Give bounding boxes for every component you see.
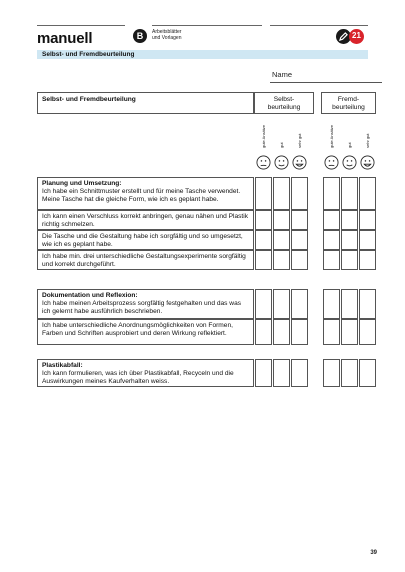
self-rating-cell[interactable] [273,177,290,210]
criteria-text-block [42,322,251,338]
self-rating-cell[interactable] [291,289,308,319]
criteria-text: Ich kann einen Verschluss korrekt anbringen, genau nähen und Plastik richtig schmelzen. [42,212,249,228]
peer-rating-cell[interactable] [359,210,376,230]
lehrplan21-logo [336,29,368,44]
peer-rating-cell[interactable] [359,359,376,387]
peer-rating-cell[interactable] [341,359,358,387]
self-rating-cell[interactable] [255,210,272,230]
peer-rating-cell[interactable] [323,250,340,270]
criteria-text-block [42,253,251,269]
section-title: Selbst- und Fremdbeurteilung [42,51,135,58]
self-rating-label: sehr gut [297,133,302,148]
peer-rating-label: gute Ansätze [329,124,334,148]
peer-rating-cell[interactable] [341,289,358,319]
peer-rating-cell[interactable] [323,230,340,250]
chapter-badge: B [133,29,147,43]
header-rule-left [37,25,125,26]
page-number: 39 [370,550,377,556]
criteria-text: Ich habe ein Schnittmuster erstellt und für meine Tasche verwendet. Meine Tasche hat die gleiche Form, wie ich es geplant habe. [42,187,241,203]
table-header-title: Selbst- und Fremdbeurteilung [42,96,136,103]
criteria-text: Ich habe unterschiedliche Anordnungsmöglichkeiten von Formen, Farben und Schriften ausprobiert und deren Wirkung reflektiert. [42,321,233,337]
peer-rating-cell[interactable] [341,210,358,230]
peer-rating-cell[interactable] [341,319,358,345]
self-rating-cell[interactable] [273,210,290,230]
criteria-row [37,177,254,210]
peer-rating-cell[interactable] [359,230,376,250]
header-rule-middle [152,25,262,26]
group-title: Planung und Umsetzung: [42,179,122,187]
grinning-face-icon [292,155,307,175]
peer-rating-cell[interactable] [359,319,376,345]
self-rating-cell[interactable] [255,289,272,319]
self-assessment-header [254,92,314,114]
criteria-text: Die Tasche und die Gestaltung habe ich sorgfältig und so umgesetzt, wie ich es geplant habe. [42,232,243,248]
criteria-text: Ich habe min. drei unterschiedliche Gestaltungsexperimente sorgfältig und korrekt durchgeführt. [42,252,246,268]
header-subtitle-line2: und Vorlagen [152,35,182,41]
smiling-face-icon [274,155,289,175]
self-rating-cell[interactable] [255,359,272,387]
peer-rating-cell[interactable] [341,250,358,270]
peer-rating-cell[interactable] [323,177,340,210]
criteria-text-block [42,362,251,386]
peer-rating-cell[interactable] [341,230,358,250]
criteria-text-block [42,180,251,204]
brand-title: manuell [37,30,93,47]
name-label: Name [272,70,293,79]
self-rating-label: gute Ansätze [261,124,266,148]
criteria-row [37,319,254,345]
self-rating-cell[interactable] [273,359,290,387]
criteria-row [37,289,254,319]
self-rating-cell[interactable] [291,177,308,210]
peer-rating-cell[interactable] [323,359,340,387]
self-rating-cell[interactable] [255,319,272,345]
group-title: Dokumentation und Reflexion: [42,291,138,299]
peer-rating-label: gut [347,142,352,148]
criteria-row [37,230,254,250]
self-rating-cell[interactable] [255,250,272,270]
peer-header-line1: Fremd- [337,96,360,103]
criteria-row [37,359,254,387]
neutral-face-icon [324,155,339,175]
criteria-row [37,250,254,270]
self-rating-cell[interactable] [291,230,308,250]
self-header-line1: Selbst- [273,96,295,103]
peer-rating-cell[interactable] [323,210,340,230]
self-rating-cell[interactable] [291,359,308,387]
peer-rating-cell[interactable] [359,250,376,270]
neutral-face-icon [256,155,271,175]
name-field-line[interactable] [270,82,382,83]
self-rating-cell[interactable] [255,230,272,250]
criteria-text: Ich kann formulieren, was ich über Plastikabfall, Recyceln und die Auswirkungen meines Kaufverhalten weiss. [42,369,234,385]
pencil-icon [339,32,348,41]
criteria-row [37,210,254,230]
peer-header-line2: beurteilung [332,104,365,111]
self-rating-cell[interactable] [273,250,290,270]
peer-rating-label: sehr gut [365,133,370,148]
header-rule-right [270,25,368,26]
smiling-face-icon [342,155,357,175]
peer-rating-cell[interactable] [323,319,340,345]
peer-rating-cell[interactable] [323,289,340,319]
self-rating-cell[interactable] [255,177,272,210]
self-rating-cell[interactable] [273,319,290,345]
criteria-text: Ich habe meinen Arbeitsprozess sorgfältig festgehalten und das was ich gelernt habe ausführlich beschrieben. [42,299,242,315]
logo-text: 21 [352,31,361,40]
criteria-text-block [42,213,251,229]
peer-rating-cell[interactable] [359,177,376,210]
grinning-face-icon [360,155,375,175]
criteria-text-block [42,292,251,316]
self-rating-cell[interactable] [291,250,308,270]
group-title: Plastikabfall: [42,361,83,369]
self-rating-cell[interactable] [291,319,308,345]
peer-rating-cell[interactable] [359,289,376,319]
header-subtitle [152,29,181,41]
criteria-text-block [42,233,251,249]
self-header-line2: beurteilung [267,104,301,111]
table-header-title-box [37,92,254,114]
section-bar [37,50,368,59]
peer-assessment-header [321,92,376,114]
peer-rating-cell[interactable] [341,177,358,210]
self-rating-cell[interactable] [291,210,308,230]
header-subtitle-line1: Arbeitsblätter [152,29,182,35]
self-rating-label: gut [279,142,284,148]
self-rating-cell[interactable] [273,230,290,250]
self-rating-cell[interactable] [273,289,290,319]
